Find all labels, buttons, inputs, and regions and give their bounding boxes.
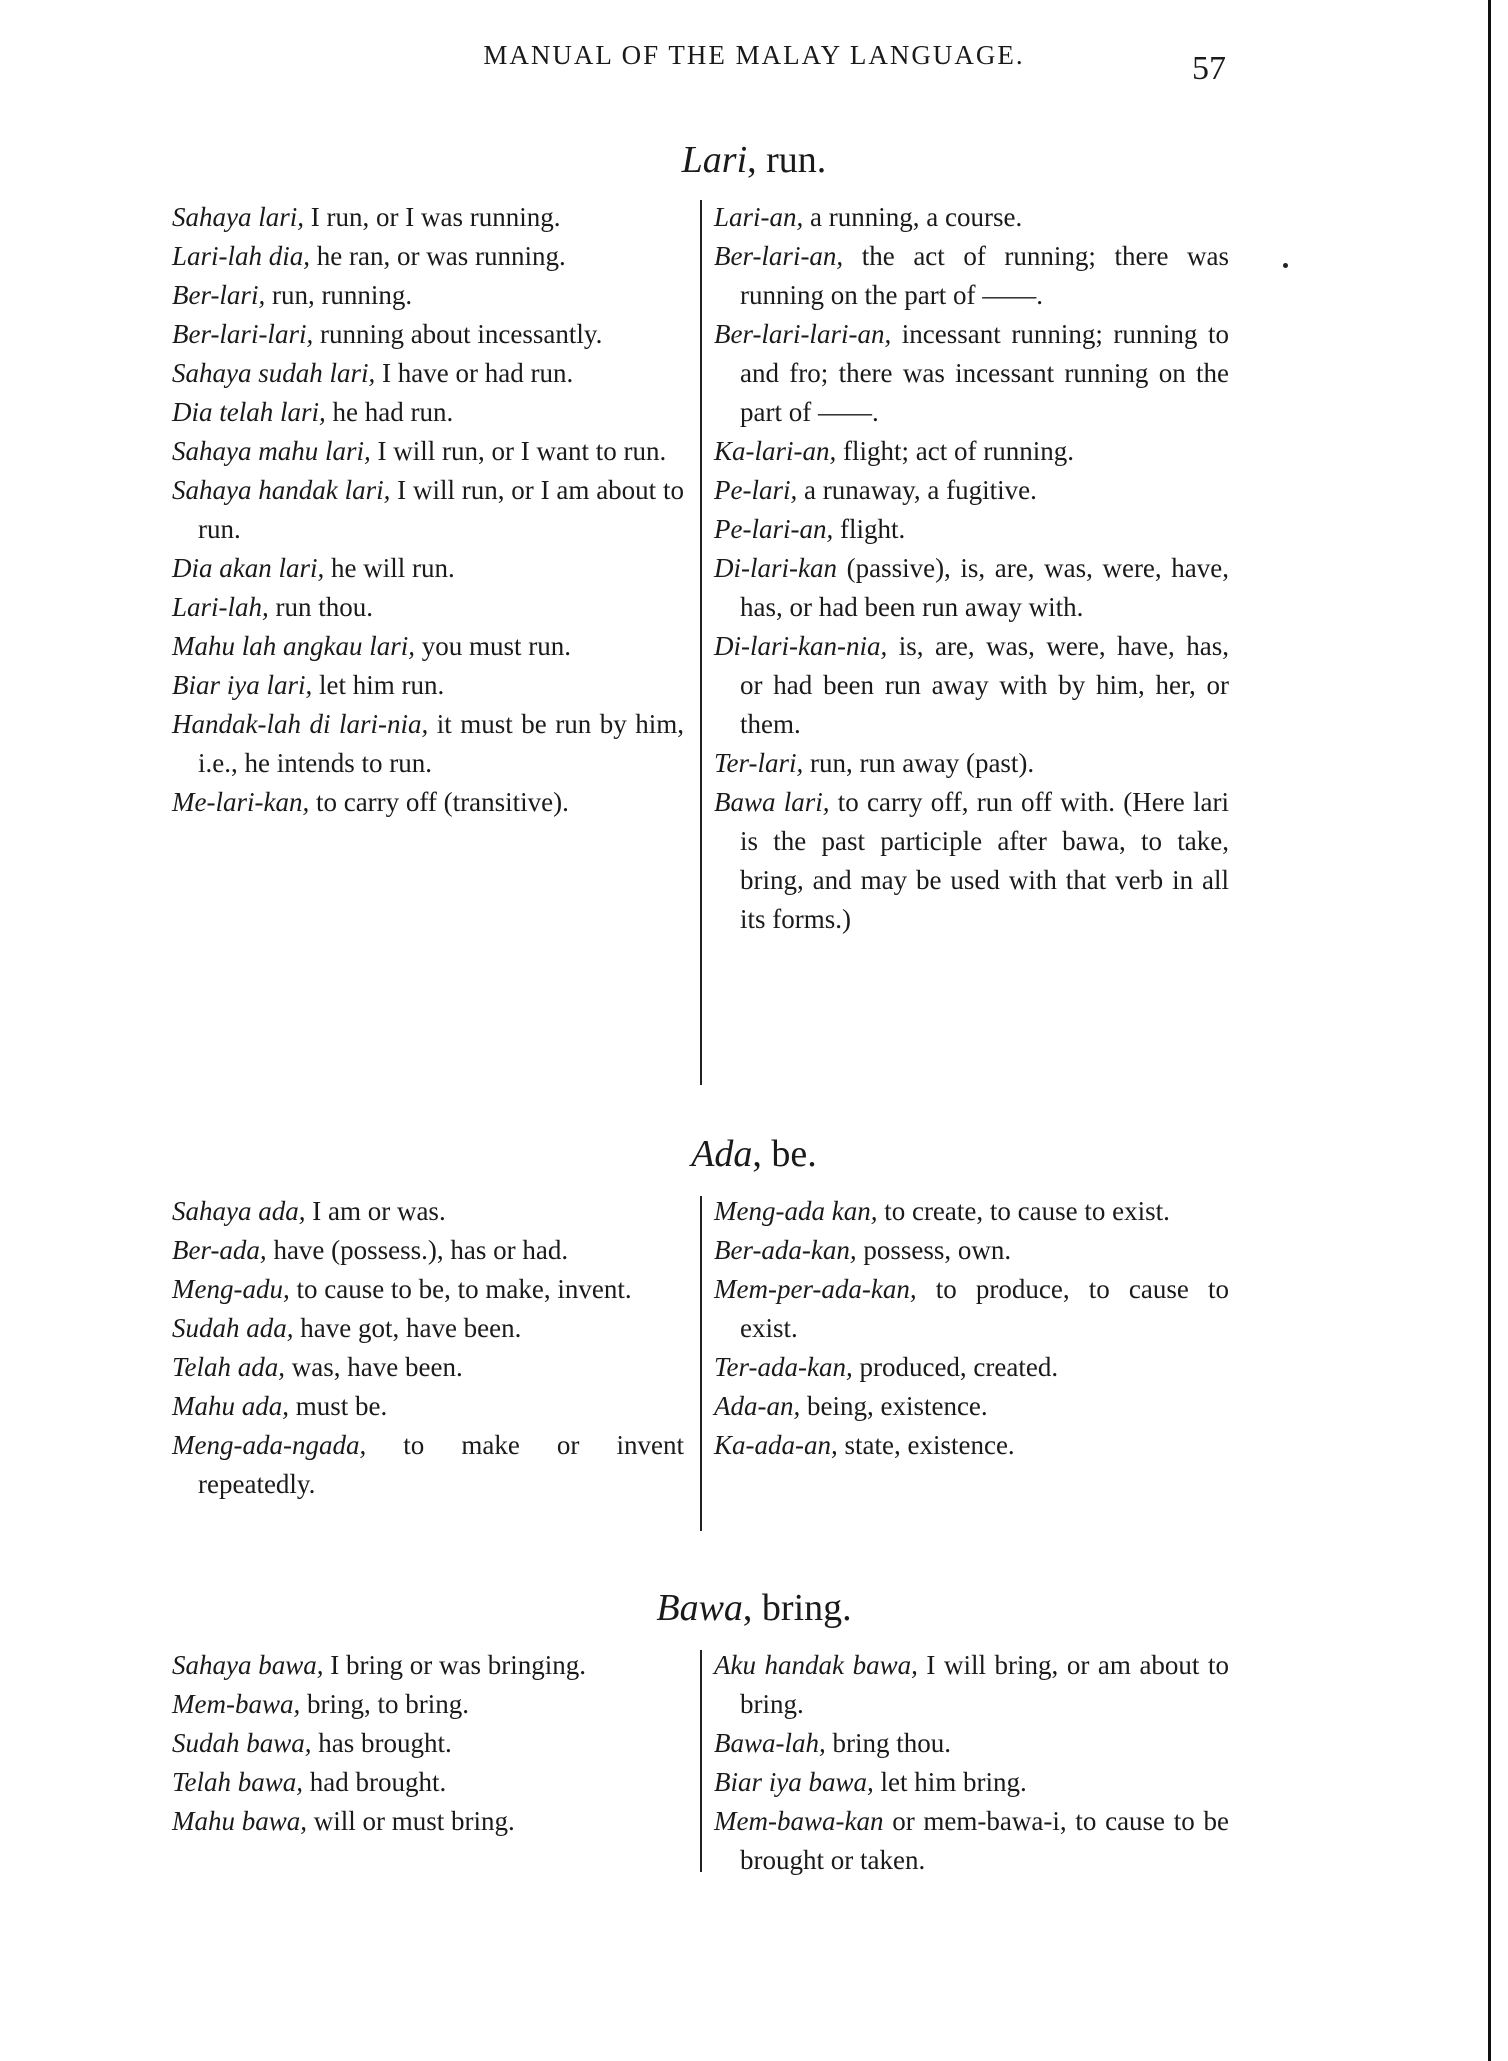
malay-term: Ber-ada, [172, 1235, 267, 1265]
section-title-word: Ada [691, 1133, 753, 1175]
english-definition: was, have been. [285, 1352, 463, 1382]
malay-term: Ber-lari-an, [714, 241, 844, 271]
glossary-entry [714, 1802, 1229, 1880]
bawa-right-column [714, 1646, 1229, 1880]
glossary-entry [714, 432, 1229, 471]
glossary-entry [172, 276, 684, 315]
malay-term: Ka-ada-an, [714, 1430, 838, 1460]
english-definition: I bring or was bringing. [323, 1650, 586, 1680]
glossary-entry [172, 354, 684, 393]
glossary-entry [714, 627, 1229, 744]
malay-term: Dia akan lari, [172, 553, 325, 583]
section-title-word: Lari [681, 139, 748, 181]
english-definition: to produce, to cause to exist. [740, 1274, 1229, 1343]
glossary-entry [172, 1387, 684, 1426]
english-definition: bring thou. [825, 1728, 951, 1758]
glossary-entry [714, 1387, 1229, 1426]
malay-term: Ter-lari, [714, 748, 804, 778]
ada-right-column [714, 1192, 1229, 1465]
glossary-entry [172, 1724, 684, 1763]
malay-term: Telah ada, [172, 1352, 286, 1382]
glossary-entry [714, 1724, 1229, 1763]
malay-term: Me-lari-kan, [172, 787, 310, 817]
section-title-ada [0, 1132, 1508, 1176]
english-definition: to carry off (transitive). [309, 787, 569, 817]
malay-term: Sahaya lari, [172, 202, 304, 232]
glossary-entry [172, 705, 684, 783]
column-divider [700, 200, 702, 1085]
english-definition: or mem-bawa-i, to cause to be brought or taken. [740, 1806, 1229, 1875]
malay-term: Mem-bawa-kan [714, 1806, 884, 1836]
glossary-entry [714, 510, 1229, 549]
glossary-entry [714, 315, 1229, 432]
malay-term: Handak-lah di lari-nia, [172, 709, 429, 739]
malay-term: Mahu bawa, [172, 1806, 307, 1836]
malay-term: Meng-ada-ngada, [172, 1430, 367, 1460]
malay-term: Pe-lari-an, [714, 514, 834, 544]
malay-term: Sudah ada, [172, 1313, 294, 1343]
english-definition: must be. [289, 1391, 388, 1421]
glossary-entry [172, 471, 684, 549]
ink-speck [1283, 263, 1288, 268]
lari-right-column [714, 198, 1229, 939]
english-definition: I will bring, or am about to bring. [740, 1650, 1229, 1719]
english-definition: he will run. [324, 553, 455, 583]
english-definition: is, are, was, were, have, has, or had been run away with by him, her, or them. [740, 631, 1229, 739]
glossary-entry [172, 666, 684, 705]
english-definition: incessant running; running to and fro; there was incessant running on the part of ——. [740, 319, 1229, 427]
section-title-lari [0, 138, 1508, 182]
glossary-entry [172, 1685, 684, 1724]
english-definition: I run, or I was running. [304, 202, 561, 232]
english-definition: it must be run by him, i.e., he intends to run. [198, 709, 684, 778]
page-number: 57 [1192, 50, 1226, 87]
malay-term: Biar iya bawa, [714, 1767, 874, 1797]
malay-term: Sahaya handak lari, [172, 475, 391, 505]
english-definition: you must run. [415, 631, 572, 661]
bawa-left-column [172, 1646, 684, 1841]
glossary-entry [714, 1192, 1229, 1231]
english-definition: being, existence. [800, 1391, 988, 1421]
english-definition: to make or invent repeatedly. [198, 1430, 684, 1499]
column-divider [700, 1196, 702, 1531]
english-definition: will or must bring. [307, 1806, 515, 1836]
malay-term: Di-lari-kan [714, 553, 837, 583]
malay-term: Lari-lah dia, [172, 241, 311, 271]
malay-term: Meng-ada kan, [714, 1196, 878, 1226]
english-definition: let him run. [312, 670, 445, 700]
malay-term: Ter-ada-kan, [714, 1352, 853, 1382]
malay-term: Di-lari-kan-nia, [714, 631, 888, 661]
malay-term: Ber-lari, [172, 280, 266, 310]
section-title-bawa [0, 1586, 1508, 1630]
malay-term: Meng-adu, [172, 1274, 290, 1304]
glossary-entry [172, 1763, 684, 1802]
glossary-entry [172, 627, 684, 666]
glossary-entry [172, 1270, 684, 1309]
malay-term: Ka-lari-an, [714, 436, 837, 466]
english-definition: running about incessantly. [313, 319, 603, 349]
malay-term: Sahaya bawa, [172, 1650, 324, 1680]
english-definition: run, run away (past). [803, 748, 1035, 778]
english-definition: have got, have been. [293, 1313, 522, 1343]
english-definition: run thou. [268, 592, 374, 622]
malay-term: Mem-per-ada-kan, [714, 1274, 917, 1304]
glossary-entry [172, 1646, 684, 1685]
malay-term: Mahu lah angkau lari, [172, 631, 415, 661]
english-definition: to cause to be, to make, invent. [289, 1274, 632, 1304]
glossary-entry [172, 1231, 684, 1270]
malay-term: Pe-lari, [714, 475, 798, 505]
glossary-entry [172, 237, 684, 276]
glossary-entry [172, 393, 684, 432]
english-definition: to create, to cause to exist. [877, 1196, 1170, 1226]
malay-term: Dia telah lari, [172, 397, 326, 427]
english-definition: (passive), is, are, was, were, have, has, or had been run away with. [740, 553, 1229, 622]
english-definition: flight. [833, 514, 906, 544]
english-definition: I will run, or I am about to run. [198, 475, 684, 544]
english-definition: state, existence. [837, 1430, 1015, 1460]
glossary-entry [172, 1348, 684, 1387]
malay-term: Ber-ada-kan, [714, 1235, 857, 1265]
english-definition: I am or was. [305, 1196, 446, 1226]
glossary-entry [172, 1309, 684, 1348]
glossary-entry [172, 198, 684, 237]
english-definition: let him bring. [873, 1767, 1027, 1797]
english-definition: possess, own. [856, 1235, 1012, 1265]
page-edge-rule [1488, 0, 1491, 2061]
glossary-entry [172, 432, 684, 471]
running-head: MANUAL OF THE MALAY LANGUAGE. [483, 40, 1025, 70]
english-definition: run, running. [265, 280, 413, 310]
glossary-entry [714, 237, 1229, 315]
english-definition: flight; act of running. [836, 436, 1074, 466]
glossary-entry [714, 1348, 1229, 1387]
malay-term: Sudah bawa, [172, 1728, 312, 1758]
glossary-entry [172, 315, 684, 354]
glossary-entry [714, 471, 1229, 510]
english-definition: I will run, or I want to run. [370, 436, 667, 466]
malay-term: Ber-lari-lari-an, [714, 319, 892, 349]
english-definition: he ran, or was running. [310, 241, 566, 271]
glossary-entry [172, 1426, 684, 1504]
section-title-gloss: , bring. [742, 1587, 852, 1629]
glossary-entry [714, 198, 1229, 237]
glossary-entry [714, 549, 1229, 627]
malay-term: Ber-lari-lari, [172, 319, 314, 349]
glossary-entry [172, 549, 684, 588]
malay-term: Bawa-lah, [714, 1728, 826, 1758]
section-title-gloss: , be. [752, 1133, 817, 1175]
glossary-entry [714, 1426, 1229, 1465]
malay-term: Sahaya ada, [172, 1196, 306, 1226]
section-title-word: Bawa [656, 1587, 743, 1629]
section-title-gloss: , run. [747, 139, 827, 181]
column-divider [700, 1650, 702, 1872]
english-definition: the act of running; there was running on the part of ——. [740, 241, 1229, 310]
english-definition: have (possess.), has or had. [266, 1235, 569, 1265]
glossary-entry [714, 1270, 1229, 1348]
glossary-entry [172, 588, 684, 627]
english-definition: a running, a course. [803, 202, 1023, 232]
malay-term: Biar iya lari, [172, 670, 313, 700]
malay-term: Bawa lari, [714, 787, 830, 817]
malay-term: Ada-an, [714, 1391, 801, 1421]
malay-term: Lari-an, [714, 202, 804, 232]
glossary-entry [172, 783, 684, 822]
english-definition: had brought. [303, 1767, 447, 1797]
malay-term: Sahaya mahu lari, [172, 436, 371, 466]
glossary-entry [714, 744, 1229, 783]
english-definition: produced, created. [852, 1352, 1059, 1382]
malay-term: Sahaya sudah lari, [172, 358, 376, 388]
glossary-entry [714, 1646, 1229, 1724]
ada-left-column [172, 1192, 684, 1504]
malay-term: Lari-lah, [172, 592, 269, 622]
glossary-entry [714, 783, 1229, 939]
glossary-entry [714, 1231, 1229, 1270]
glossary-entry [714, 1763, 1229, 1802]
malay-term: Telah bawa, [172, 1767, 304, 1797]
glossary-entry [172, 1192, 684, 1231]
english-definition: he had run. [325, 397, 454, 427]
lari-left-column [172, 198, 684, 822]
malay-term: Aku handak bawa, [714, 1650, 918, 1680]
malay-term: Mem-bawa, [172, 1689, 301, 1719]
english-definition: to carry off, run off with. (Here lari is the past participle after bawa, to take, bring, and may be used with that verb in all its forms.) [740, 787, 1229, 934]
english-definition: bring, to bring. [300, 1689, 469, 1719]
english-definition: has brought. [311, 1728, 452, 1758]
glossary-entry [172, 1802, 684, 1841]
english-definition: I have or had run. [375, 358, 574, 388]
english-definition: a runaway, a fugitive. [797, 475, 1037, 505]
malay-term: Mahu ada, [172, 1391, 289, 1421]
